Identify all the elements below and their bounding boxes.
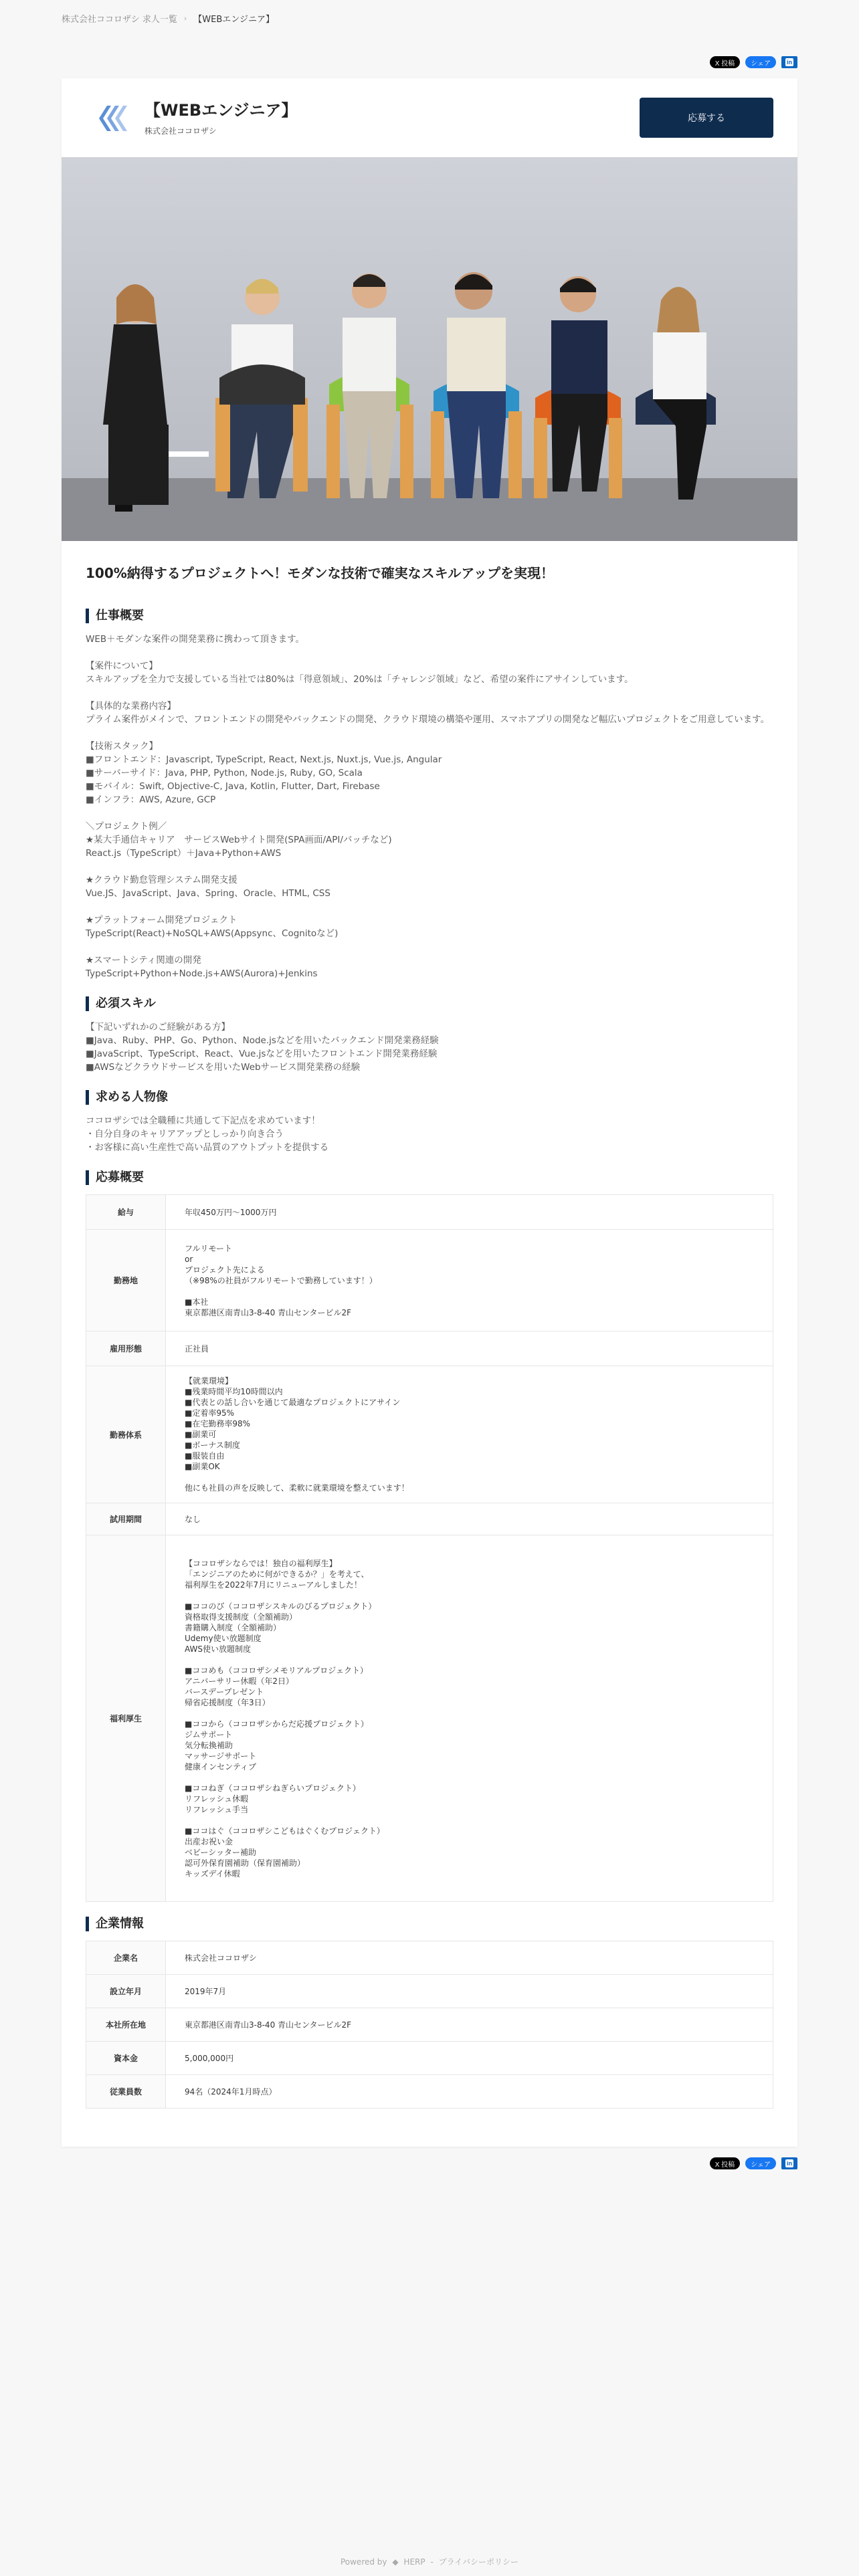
row-value: 年収450万円〜1000万円 — [166, 1195, 773, 1230]
team-photo — [62, 157, 797, 541]
x-share-button[interactable] — [710, 2157, 740, 2169]
linkedin-share-button[interactable] — [781, 56, 797, 68]
table-row — [86, 2042, 773, 2075]
herp-logo-icon: ◆ — [392, 2557, 399, 2567]
row-label: 勤務体系 — [86, 1366, 166, 1503]
table-row — [86, 1941, 773, 1975]
row-label: 試用期間 — [86, 1503, 166, 1535]
x-share-button[interactable] — [710, 56, 740, 68]
powered-by-text: Powered by — [340, 2557, 387, 2567]
apply-button[interactable]: 応募する — [640, 98, 773, 138]
share-buttons-bottom — [710, 2157, 797, 2169]
row-label: 雇用形態 — [86, 1331, 166, 1366]
breadcrumb-separator: › — [183, 14, 187, 23]
row-value: 正社員 — [166, 1331, 773, 1366]
job-content — [86, 562, 773, 2123]
row-value: 94名（2024年1月時点） — [166, 2075, 773, 2109]
share-buttons-top — [710, 56, 797, 68]
facebook-share-button[interactable] — [745, 56, 776, 68]
table-row — [86, 1331, 773, 1366]
row-value: フルリモート or プロジェクト先による （※98%の社員がフルリモートで勤務しています！） ■本社 東京都港区南青山3-8-40 青山センタービル2F — [166, 1230, 773, 1331]
application-table — [86, 1194, 773, 1902]
row-label: 福利厚生 — [86, 1535, 166, 1902]
table-row — [86, 2075, 773, 2109]
table-row — [86, 1195, 773, 1230]
breadcrumb — [62, 12, 274, 25]
job-header — [62, 78, 797, 157]
company-info-table — [86, 1941, 773, 2109]
privacy-policy-link[interactable]: プライバシーポリシー — [438, 2557, 519, 2567]
section-heading-job-overview: 仕事概要 — [86, 609, 773, 623]
footer-divider: - — [430, 2557, 434, 2567]
row-value: 5,000,000円 — [166, 2042, 773, 2075]
ideal-candidate-text: ココロザシでは全職種に共通して下記点を求めています！ ・自分自身のキャリアアップとしっかり向き合う ・お客様に高い生産性で高い品質のアウトプットを提供する — [86, 1115, 329, 1153]
row-value: 【ココロザシならでは！独自の福利厚生】 「エンジニアのために何ができるか？」を考えて、 福利厚生を2022年7月にリニューアルしました！ ■ココのび（ココロザシスキルのびるプロジェクト） 資格取得支援制度（全額補助） 書籍購入制度（全額補助） Udemy使い放題制度 AWS使い放題制度 ■ココめも（ココロザシメモリアルプロジェクト） アニバーサリー休暇（年2日） バースデープレゼント 帰省応援制度（年3日） ■ココから（ココロザシからだ応援プロジェクト） ジムサポート 気分転換補助 マッサージサポート 健康インセンティブ ■ココねぎ（ココロザシねぎらいプロジェクト） リフレッシュ休暇 リフレッシュ手当 ■ココはぐ（ココロザシこどもはぐくむプロジェクト） 出産お祝い金 ベビーシッター補助 認可外保育園補助（保育園補助） キッズデイ休暇 — [166, 1535, 773, 1902]
section-heading-ideal-candidate: 求める人物像 — [86, 1090, 773, 1105]
row-value: 株式会社ココロザシ — [166, 1941, 773, 1975]
footer — [0, 2556, 859, 2567]
row-label: 給与 — [86, 1195, 166, 1230]
table-row — [86, 1503, 773, 1535]
breadcrumb-company-jobs-link[interactable]: 株式会社ココロザシ 求人一覧 — [62, 15, 177, 25]
linkedin-icon: in — [787, 2160, 792, 2167]
x-label: X 投稿 — [714, 2161, 735, 2169]
row-value: 【就業環境】 ■残業時間平均10時間以内 ■代表との話し合いを通じて最適なプロジェクトにアサイン ■定着率95% ■在宅勤務率98% ■副業可 ■ボーナス制度 ■服装自由 ■副業OK 他にも社員の声を反映して、柔軟に就業環境を整えています！ — [166, 1366, 773, 1503]
x-label: X 投稿 — [714, 60, 735, 68]
row-value: 2019年7月 — [166, 1975, 773, 2008]
job-title: 【WEBエンジニア】 — [145, 101, 298, 120]
breadcrumb-current: 【WEBエンジニア】 — [193, 15, 274, 25]
section-heading-company-info: 企業情報 — [86, 1917, 773, 1931]
company-name[interactable]: 株式会社ココロザシ — [145, 126, 217, 136]
row-value: なし — [166, 1503, 773, 1535]
row-label: 設立年月 — [86, 1975, 166, 2008]
linkedin-share-button[interactable] — [781, 2157, 797, 2169]
table-row — [86, 1366, 773, 1503]
table-row — [86, 1535, 773, 1902]
facebook-share-button[interactable] — [745, 2157, 776, 2169]
job-overview-text: WEB＋モダンな案件の開発業務に携わって頂きます。 【案件について】 スキルアップを全力で支援している当社では80%は「得意領域」、20%は「チャレンジ領域」など、希望の案件にアサインしています。 【具体的な業務内容】 プライム案件がメインで、フロントエンドの開発やバックエンドの開発、クラウド環境の構築や運用、スマホアプリの開発など幅広いプロジェクトをご用意しています。 【技術スタック】 ■フロントエンド：Javascript, TypeScript, React, Next.js, Nuxt.js, Vue.js, Angular ■サーバーサイド：Java, PHP, Python, Node.js, Ruby, GO, Scala ■モバイル：Swift, Objective-C, Java, Kotlin, Flutter, Dart, Firebase ■インフラ：AWS, Azure, GCP ＼プロジェクト例／ ★某大手通信キャリア サービスWebサイト開発(SPA画面/API/バッチなど) React.js（TypeScript）＋Java+Python+AWS ★クラウド勤怠管理システム開発支援 Vue.JS、JavaScript、Java、Spring、Oracle、HTML, CSS ★プラットフォーム開発プロジェクト TypeScript(React)+NoSQL+AWS(Appsync、Cognitoなど) ★スマートシティ関連の開発 TypeScript+Python+Node.js+AWS(Aurora)+Jenkins — [86, 634, 770, 979]
row-label: 本社所在地 — [86, 2008, 166, 2042]
section-heading-application: 応募概要 — [86, 1170, 773, 1185]
row-label: 資本金 — [86, 2042, 166, 2075]
linkedin-icon: in — [787, 59, 792, 66]
fb-label: シェア — [751, 2161, 771, 2169]
section-heading-required-skills: 必須スキル — [86, 996, 773, 1011]
table-row — [86, 1230, 773, 1331]
row-label: 企業名 — [86, 1941, 166, 1975]
table-row — [86, 2008, 773, 2042]
herp-brand[interactable]: HERP — [403, 2557, 425, 2567]
job-lead: 100%納得するプロジェクトへ！モダンな技術で確実なスキルアップを実現！ — [86, 565, 554, 581]
row-value: 東京都港区南青山3-8-40 青山センタービル2F — [166, 2008, 773, 2042]
row-label: 従業員数 — [86, 2075, 166, 2109]
table-row — [86, 1975, 773, 2008]
company-logo — [84, 102, 127, 135]
fb-label: シェア — [751, 60, 771, 68]
job-card — [62, 78, 797, 2147]
row-label: 勤務地 — [86, 1230, 166, 1331]
required-skills-text: 【下記いずれかのご経験がある方】 ■Java、Ruby、PHP、Go、Python、Node.jsなどを用いたバックエンド開発業務経験 ■JavaScript、TypeScript、React、Vue.jsなどを用いたフロントエンド開発業務経験 ■AWSなどクラウドサービスを用いたWebサービス開発業務の経験 — [86, 1022, 439, 1073]
